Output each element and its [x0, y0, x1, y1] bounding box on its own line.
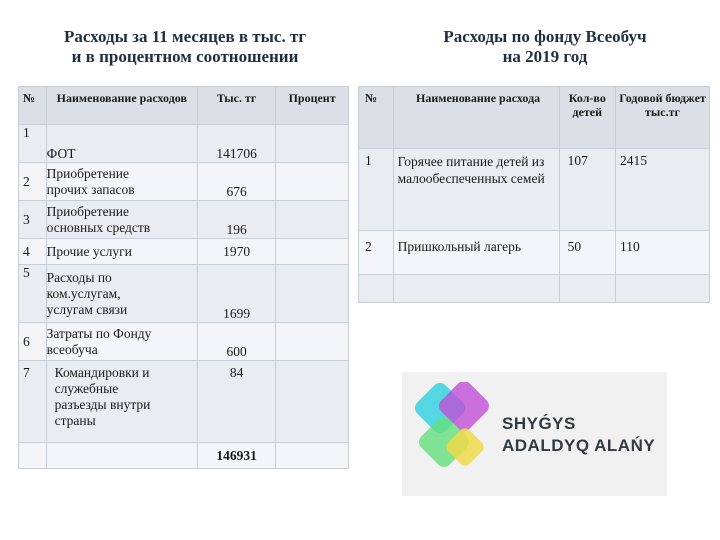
- row-no: 4: [19, 239, 47, 265]
- row-percent: [276, 323, 349, 361]
- fund-title-line1: Расходы по фонду Всеобуч: [443, 27, 647, 46]
- row-name-line: служебные: [54, 381, 119, 396]
- row-no: 6: [19, 323, 47, 361]
- header-sum: Тыс. тг: [198, 87, 276, 125]
- table-row: [19, 323, 349, 361]
- table-row: [19, 265, 349, 323]
- row-name-line: Затраты по Фонду: [46, 325, 152, 341]
- table-row: [359, 275, 710, 303]
- expenses-title-line1: Расходы за 11 месяцев в тыс. тг: [63, 27, 307, 46]
- fund-header-no: №: [359, 87, 394, 149]
- row-name-line: Командировки и: [54, 365, 150, 380]
- table-row: [19, 163, 349, 201]
- header-percent: Процент: [276, 87, 349, 125]
- table-row: [19, 239, 349, 265]
- header-name: Наименование расходов: [46, 87, 197, 125]
- total-no: [19, 443, 47, 469]
- fund-row-budget: 110: [616, 231, 710, 275]
- fund-row-name: [393, 275, 559, 303]
- row-name: [46, 265, 197, 323]
- row-name-line: всеобуча: [46, 341, 98, 357]
- row-name-line: ФОТ: [46, 146, 76, 161]
- row-sum: 196: [198, 201, 276, 239]
- logo: [402, 372, 667, 496]
- fund-header-budget: Годовой бюджет тыс.тг: [616, 87, 710, 149]
- row-sum: 141706: [198, 125, 276, 163]
- fund-row-name: Пришкольный лагерь: [393, 231, 559, 275]
- row-no: 1: [19, 125, 47, 163]
- table-row: [359, 149, 710, 231]
- fund-header-count: Кол-во детей: [559, 87, 615, 149]
- fund-row-count: 50: [559, 231, 615, 275]
- logo-text-line1: SHYǴYS: [502, 414, 576, 433]
- row-name: [46, 361, 197, 443]
- expenses-title-line2: и в процентном соотношении: [71, 47, 299, 66]
- row-percent: [276, 265, 349, 323]
- fund-header-name: Наименование расхода: [393, 87, 559, 149]
- row-sum: 676: [198, 163, 276, 201]
- row-name-line: Прочие услуги: [46, 243, 132, 259]
- fund-row-budget: 2415: [616, 149, 710, 231]
- row-no: 2: [19, 163, 47, 201]
- total-sum: 146931: [198, 443, 276, 469]
- row-percent: [276, 125, 349, 163]
- fund-row-count: [559, 275, 615, 303]
- row-sum: 1970: [198, 239, 276, 265]
- fund-header-row: [359, 87, 710, 149]
- table-row: [359, 231, 710, 275]
- row-name-line: услугам связи: [46, 301, 128, 317]
- row-no: 7: [19, 361, 47, 443]
- total-row: [19, 443, 349, 469]
- table-row: [19, 361, 349, 443]
- expenses-title: [10, 27, 360, 67]
- row-percent: [276, 361, 349, 443]
- row-name: [46, 163, 197, 201]
- total-percent: [276, 443, 349, 469]
- row-sum: 600: [198, 323, 276, 361]
- row-name-line: Расходы по: [46, 269, 112, 285]
- row-name-line: прочих запасов: [46, 181, 135, 197]
- fund-row-no: 1: [359, 149, 394, 231]
- fund-row-no: [359, 275, 394, 303]
- logo-mark-icon: [414, 382, 500, 486]
- fund-row-budget: [616, 275, 710, 303]
- row-name-line: Приобретение: [46, 165, 130, 181]
- fund-title-line2: на 2019 год: [502, 47, 588, 66]
- row-name-line: ком.услугам,: [46, 285, 121, 301]
- row-name: [46, 201, 197, 239]
- logo-text-line2: ADALDYQ ALAŃY: [502, 436, 656, 455]
- row-percent: [276, 201, 349, 239]
- row-name: [46, 323, 197, 361]
- expenses-table: [18, 86, 349, 469]
- total-label: [46, 443, 197, 469]
- table-row: [19, 201, 349, 239]
- row-name: [46, 125, 197, 163]
- row-name-line: разъезды внутри: [54, 397, 151, 412]
- table-row: [19, 125, 349, 163]
- fund-title: [380, 27, 710, 67]
- fund-row-no: 2: [359, 231, 394, 275]
- row-no: 3: [19, 201, 47, 239]
- row-sum: 1699: [198, 265, 276, 323]
- row-sum: 84: [198, 361, 276, 443]
- row-percent: [276, 239, 349, 265]
- fund-table: [358, 86, 710, 303]
- row-percent: [276, 163, 349, 201]
- row-name: [46, 239, 197, 265]
- row-name-line: страны: [54, 413, 96, 428]
- row-name-line: Приобретение: [46, 203, 130, 219]
- fund-row-count: 107: [559, 149, 615, 231]
- header-no: №: [19, 87, 47, 125]
- row-name-line: основных средств: [46, 219, 151, 235]
- row-no: 5: [19, 265, 47, 323]
- expenses-header-row: [19, 87, 349, 125]
- fund-row-name: Горячее питание детей из малообеспеченных семей: [393, 149, 559, 231]
